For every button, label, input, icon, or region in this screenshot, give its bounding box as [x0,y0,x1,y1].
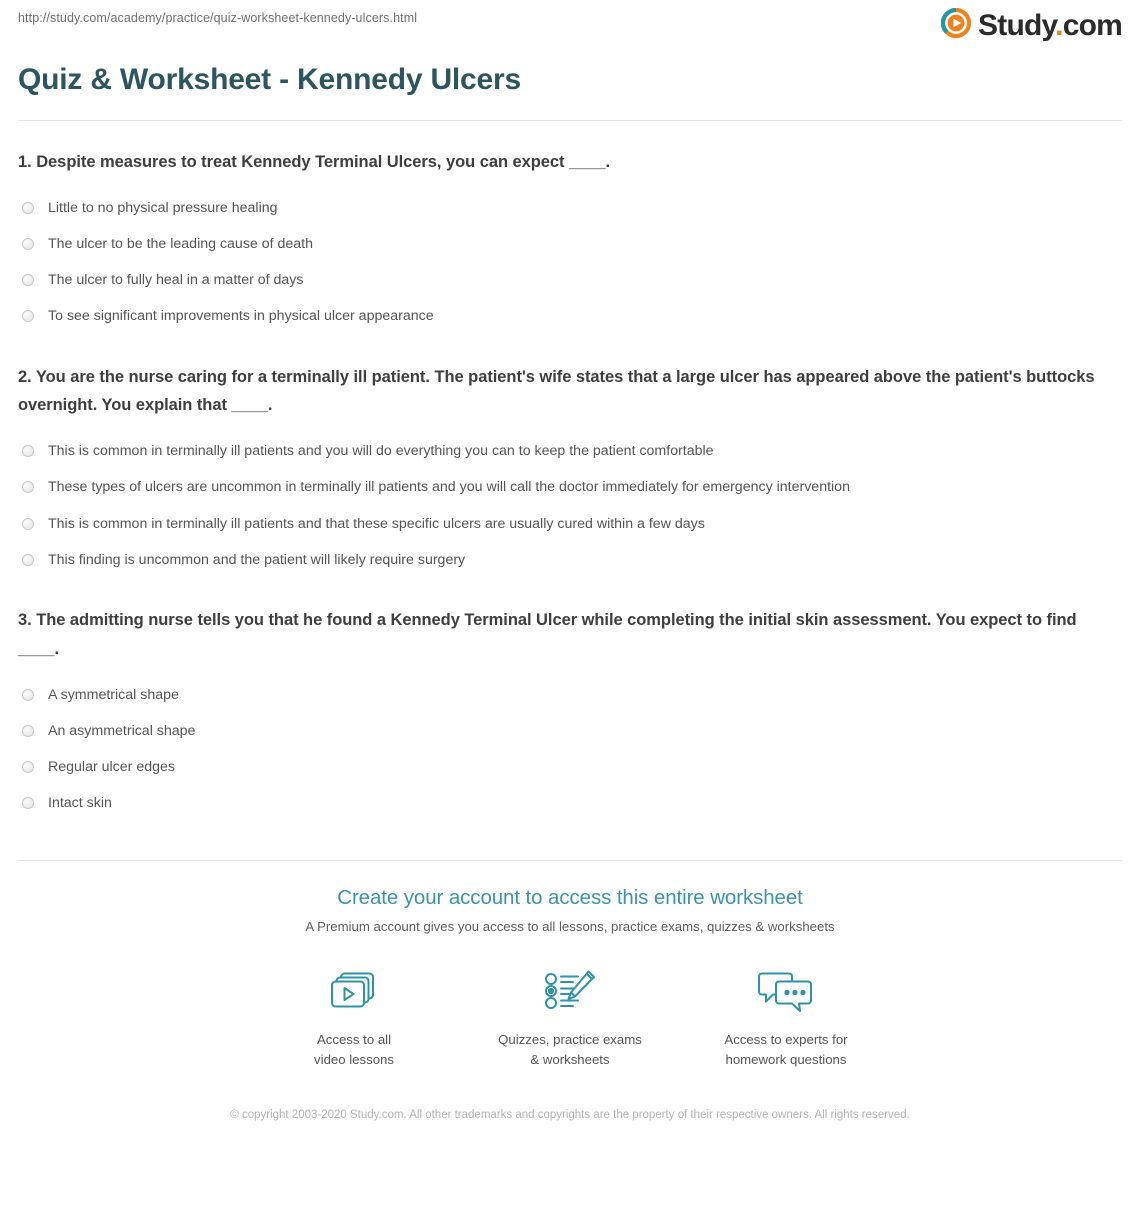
radio-button-icon[interactable] [22,797,34,809]
answer-option[interactable] [18,750,1122,786]
answer-option-label: Intact skin [48,795,112,812]
benefit-quizzes-worksheets [462,960,678,1070]
answer-option[interactable] [18,263,1122,299]
question-block-1 [18,121,1122,336]
radio-button-icon[interactable] [22,481,34,493]
benefit-label: Access to all video lessons [314,1032,394,1068]
radio-button-icon[interactable] [22,274,34,286]
logo-name: Study [978,8,1056,42]
answer-option-label: Little to no physical pressure healing [48,199,278,216]
logo-wordmark [978,8,1122,42]
radio-button-icon[interactable] [22,310,34,322]
question-block-2 [18,336,1122,579]
cta-subtitle: A Premium account gives you access to all lessons, practice exams, quizzes & worksheets [305,919,835,935]
video-lessons-icon [246,960,462,1022]
radio-button-icon[interactable] [22,689,34,701]
radio-button-icon[interactable] [22,238,34,250]
benefits-row [0,960,1140,1070]
answer-option-label: An asymmetrical shape [48,722,196,739]
quizzes-worksheets-icon [462,960,678,1022]
answer-options-list [18,191,1122,336]
answer-option-label: These types of ulcers are uncommon in terminally ill patients and you will call the doctor immediately for emergency intervention [48,479,850,496]
play-circle-icon [941,8,971,43]
study-com-logo[interactable] [941,8,1122,43]
benefit-homework-help [678,960,894,1070]
radio-button-icon[interactable] [22,725,34,737]
answer-option[interactable] [18,786,1122,822]
logo-tld: com [1062,8,1122,42]
answer-option[interactable] [18,714,1122,750]
answer-option-label: A symmetrical shape [48,686,179,703]
homework-help-icon [678,960,894,1022]
radio-button-icon[interactable] [22,445,34,457]
question-text: 3. The admitting nurse tells you that he found a Kennedy Terminal Ulcer while completing the initial skin assessment. You expect to find ____. [18,611,1077,658]
quiz-questions [0,121,1140,822]
answer-option-label: This finding is uncommon and the patient will likely require surgery [48,551,466,568]
copyright-text: © copyright 2003-2020 Study.com. All other trademarks and copyrights are the property of their respective owners. All rights reserved. [230,1109,910,1122]
answer-option-label: The ulcer to be the leading cause of death [48,236,314,253]
benefit-label: Quizzes, practice exams & worksheets [498,1032,642,1068]
question-text: 2. You are the nurse caring for a terminally ill patient. The patient's wife states that a large ulcer has appeared above the patient's buttocks overnight. You explain that ____. [18,367,1095,415]
question-block-3 [18,579,1122,822]
answer-option[interactable] [18,507,1122,543]
answer-option-label: Regular ulcer edges [48,759,175,776]
answer-options-list [18,434,1122,579]
answer-option[interactable] [18,678,1122,714]
answer-option-label: This is common in terminally ill patients and you will do everything you can to keep the patient comfortable [48,443,714,460]
benefit-video-lessons [246,960,462,1070]
radio-button-icon[interactable] [22,202,34,214]
question-text: 1. Despite measures to treat Kennedy Terminal Ulcers, you can expect ____. [18,153,611,171]
logo-dot: . [1055,8,1063,42]
answer-options-list [18,678,1122,823]
answer-option[interactable] [18,191,1122,227]
answer-option[interactable] [18,434,1122,470]
answer-option-label: The ulcer to fully heal in a matter of days [48,272,304,289]
address-bar-url: http://study.com/academy/practice/quiz-worksheet-kennedy-ulcers.html [18,11,418,25]
answer-option-label: This is common in terminally ill patients and that these specific ulcers are usually cured within a few days [48,515,705,532]
answer-option[interactable] [18,470,1122,506]
page-title: Quiz & Worksheet - Kennedy Ulcers [18,63,521,96]
create-account-cta [0,861,1140,1124]
benefit-label: Access to experts for homework questions [724,1032,848,1068]
radio-button-icon[interactable] [22,554,34,566]
answer-option[interactable] [18,299,1122,335]
answer-option[interactable] [18,543,1122,579]
radio-button-icon[interactable] [22,761,34,773]
answer-option[interactable] [18,227,1122,263]
radio-button-icon[interactable] [22,518,34,530]
answer-option-label: To see significant improvements in physical ulcer appearance [48,308,434,325]
page-header [0,0,1140,56]
create-account-link[interactable]: Create your account to access this entire worksheet [337,886,803,910]
